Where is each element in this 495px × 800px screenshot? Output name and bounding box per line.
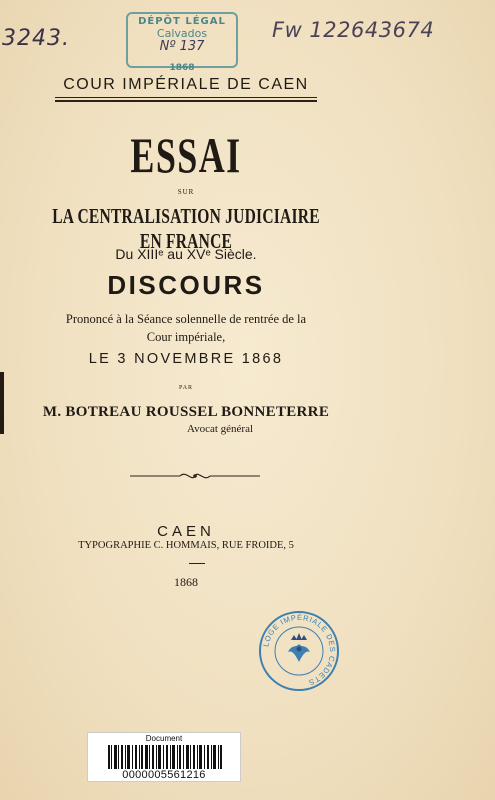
seal-text: LOGE IMPÉRIALE DES CADETS <box>261 612 338 688</box>
imprint-year: 1868 <box>174 575 198 589</box>
genre-heading: DISCOURS <box>107 270 265 300</box>
stamp-line-1: DÉPÔT LÉGAL <box>138 16 226 27</box>
ornament-divider <box>128 470 262 482</box>
short-rule <box>189 563 205 564</box>
occasion-line-2: Cour impériale, <box>146 330 226 344</box>
barcode-number: 0000005561216 <box>122 769 206 781</box>
barcode-icon <box>108 745 222 769</box>
stamp-line-3: Nº 137 <box>159 39 205 54</box>
depot-legal-stamp <box>126 12 238 73</box>
rule-thin <box>55 97 317 98</box>
imprint-printer: TYPOGRAPHIE C. HOMMAIS, RUE FROIDE, 5 <box>78 540 294 551</box>
author-name: M. BOTREAU ROUSSEL BONNETERRE <box>42 404 330 420</box>
author-role: Avocat général <box>186 423 254 435</box>
library-seal <box>258 610 340 692</box>
period-line: Du XIIIᵉ au XVᵉ Siècle. <box>115 246 257 262</box>
binding-edge <box>0 372 4 434</box>
sur-label: SUR <box>177 188 195 196</box>
shelfmark-right: Fw 122643674 <box>272 18 435 42</box>
stamp-line-4: 1868 <box>169 63 195 73</box>
title: ESSAI <box>130 127 242 183</box>
subject-line: LA CENTRALISATION JUDICIAIRE EN FRANCE <box>52 204 320 253</box>
date-line: LE 3 NOVEMBRE 1868 <box>88 351 284 367</box>
barcode-caption: Document <box>145 734 183 743</box>
rule-thick <box>55 100 317 102</box>
imprint-city: CAEN <box>157 523 215 540</box>
crown-eagle-icon <box>288 633 310 662</box>
shelfmark-left: 3243. <box>2 26 70 51</box>
occasion-line-1: Prononcé à la Séance solennelle de rentrée de la <box>65 312 307 326</box>
stamp-line-2: Calvados <box>156 27 208 40</box>
court-heading: COUR IMPÉRIALE DE CAEN <box>63 76 309 93</box>
barcode-label <box>87 732 241 782</box>
par-label: PAR <box>178 385 194 391</box>
